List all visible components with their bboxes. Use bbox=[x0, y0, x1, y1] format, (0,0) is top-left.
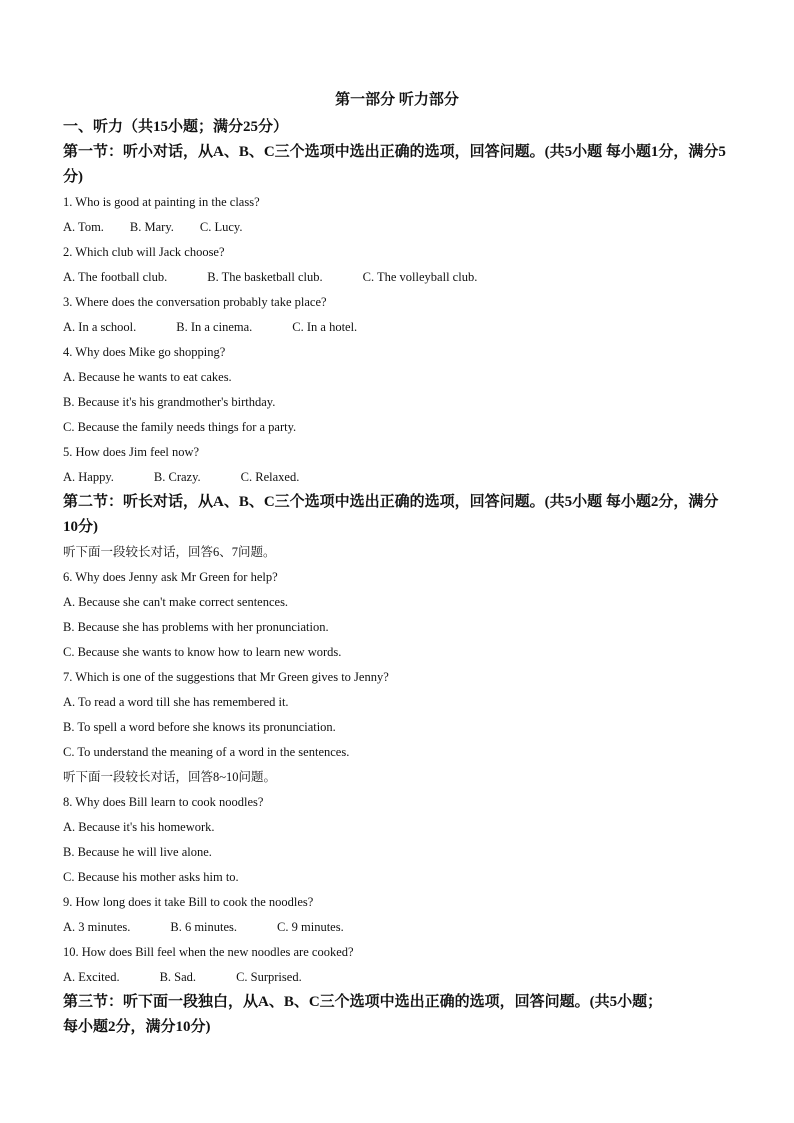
option-b: B. The basketball club. bbox=[207, 270, 323, 284]
option-a: A. The football club. bbox=[63, 270, 168, 284]
option-b: B. Because she has problems with her pronunciation. bbox=[63, 620, 329, 634]
document-body bbox=[63, 115, 733, 1040]
option-c: C. 9 minutes. bbox=[277, 920, 344, 934]
option-b: B. Because it's his grandmother's birthday. bbox=[63, 395, 276, 409]
option-c: C. Because she wants to know how to learn new words. bbox=[63, 645, 342, 659]
question-1: 1. Who is good at painting in the class? bbox=[63, 195, 260, 209]
option-b: B. Sad. bbox=[159, 970, 197, 984]
option-a: A. In a school. bbox=[63, 320, 137, 334]
option-c: C. Lucy. bbox=[199, 220, 243, 234]
question-3: 3. Where does the conversation probably take place? bbox=[63, 295, 327, 309]
section3-heading-line-1: 第三节：听下面一段独白，从A、B、C三个选项中选出正确的选项，回答问题。(共5小题； bbox=[63, 994, 663, 1010]
option-c: C. Because his mother asks him to. bbox=[63, 870, 239, 884]
option-c: C. In a hotel. bbox=[292, 320, 358, 334]
part-heading: 一、听力（共15小题；满分25分） bbox=[63, 119, 289, 135]
option-b: B. To spell a word before she knows its pronunciation. bbox=[63, 720, 336, 734]
options-10 bbox=[63, 965, 733, 990]
option-a: A. 3 minutes. bbox=[63, 920, 131, 934]
section2-intro-1: 听下面一段较长对话，回答6、7问题。 bbox=[63, 545, 276, 559]
section2-intro-2: 听下面一段较长对话，回答8~10问题。 bbox=[63, 770, 277, 784]
option-c: C. The volleyball club. bbox=[362, 270, 478, 284]
option-a: A. Because it's his homework. bbox=[63, 820, 215, 834]
question-10: 10. How does Bill feel when the new noodles are cooked? bbox=[63, 945, 354, 959]
option-a: A. Tom. bbox=[63, 220, 104, 234]
option-a: A. Because she can't make correct sentences. bbox=[63, 595, 289, 609]
options-2 bbox=[63, 265, 733, 290]
option-b: B. In a cinema. bbox=[176, 320, 253, 334]
options-5 bbox=[63, 465, 733, 490]
question-7: 7. Which is one of the suggestions that Mr Green gives to Jenny? bbox=[63, 670, 389, 684]
page-title: 第一部分 听力部分 bbox=[335, 92, 459, 108]
option-c: C. Because the family needs things for a party. bbox=[63, 420, 297, 434]
option-c: C. To understand the meaning of a word in the sentences. bbox=[63, 745, 350, 759]
section2-heading: 第二节：听长对话，从A、B、C三个选项中选出正确的选项，回答问题。(共5小题 每小题2分，满分10分) bbox=[63, 494, 719, 535]
option-b: B. 6 minutes. bbox=[170, 920, 238, 934]
section3-heading-line-2: 每小题2分，满分10分) bbox=[63, 1019, 211, 1035]
option-a: A. To read a word till she has remembered it. bbox=[63, 695, 289, 709]
question-8: 8. Why does Bill learn to cook noodles? bbox=[63, 795, 264, 809]
option-b: B. Because he will live alone. bbox=[63, 845, 212, 859]
question-6: 6. Why does Jenny ask Mr Green for help? bbox=[63, 570, 278, 584]
question-9: 9. How long does it take Bill to cook the noodles? bbox=[63, 895, 314, 909]
question-5: 5. How does Jim feel now? bbox=[63, 445, 200, 459]
options-9 bbox=[63, 915, 733, 940]
section1-heading: 第一节：听小对话，从A、B、C三个选项中选出正确的选项，回答问题。(共5小题 每小题1分，满分5分) bbox=[63, 144, 726, 185]
option-c: C. Surprised. bbox=[236, 970, 302, 984]
option-a: A. Happy. bbox=[63, 470, 114, 484]
option-a: A. Excited. bbox=[63, 970, 120, 984]
option-a: A. Because he wants to eat cakes. bbox=[63, 370, 232, 384]
question-2: 2. Which club will Jack choose? bbox=[63, 245, 225, 259]
options-3 bbox=[63, 315, 733, 340]
question-4: 4. Why does Mike go shopping? bbox=[63, 345, 226, 359]
option-b: B. Crazy. bbox=[153, 470, 201, 484]
option-c: C. Relaxed. bbox=[240, 470, 300, 484]
option-b: B. Mary. bbox=[129, 220, 174, 234]
options-1 bbox=[63, 215, 733, 240]
